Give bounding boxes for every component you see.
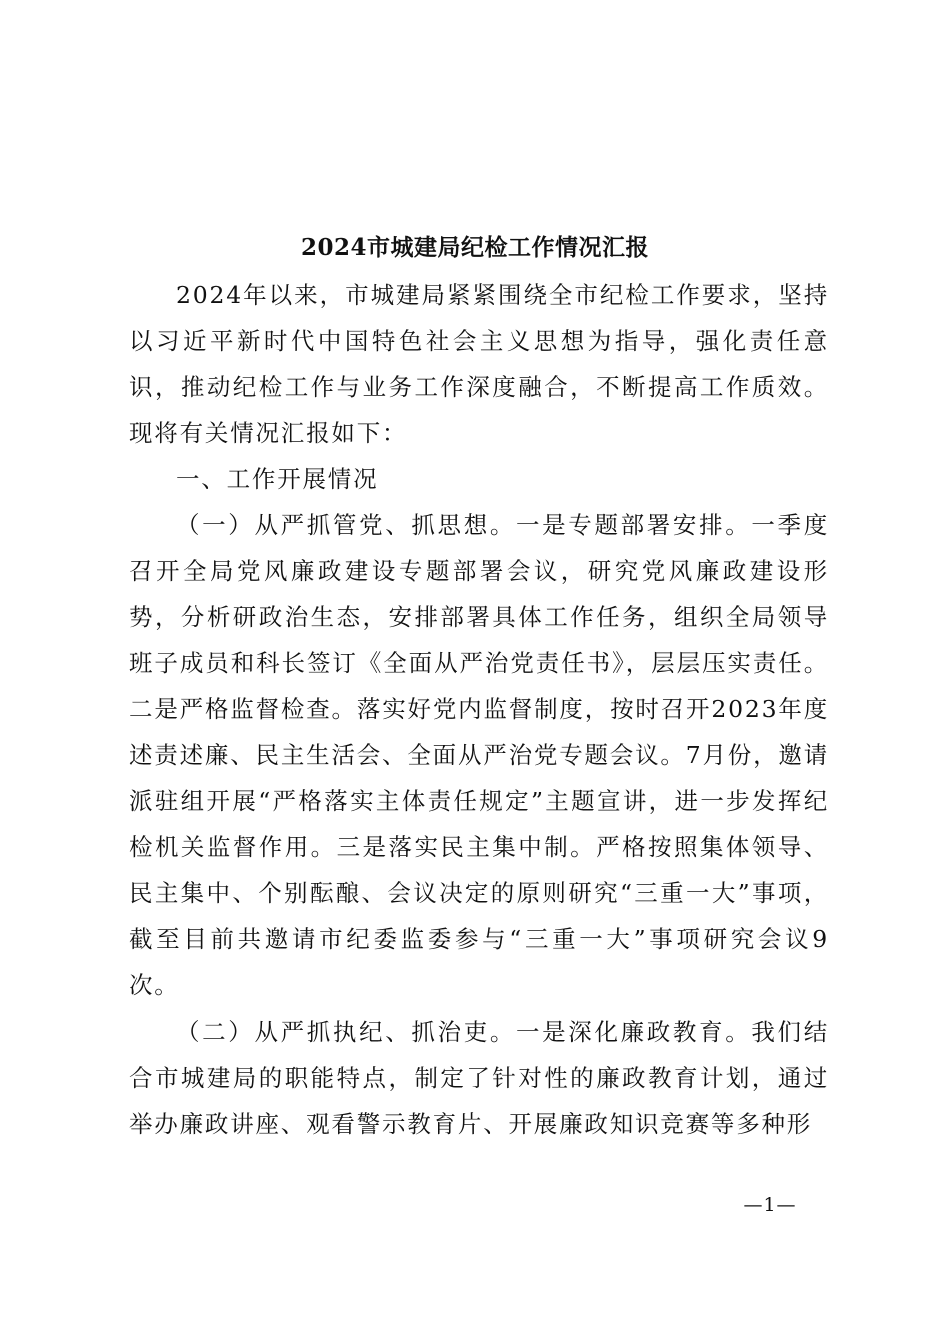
body-paragraph-1: （一）从严抓管党、抓思想。一是专题部署安排。一季度召开全局党风廉政建设专题部署会议，研究党风廉政建设形势，分析研政治生态，安排部署具体工作任务，组织全局领导班子成员和科长签订《全面从严治党责任书》，层层压实责任。二是严格监督检查。落实好党内监督制度，按时召开2023年度述责述廉、民主生活会、全面从严治党专题会议。7月份，邀请派驻组开展“严格落实主体责任规定”主题宣讲，进一步发挥纪检机关监督作用。三是落实民主集中制。严格按照集体领导、民主集中、个别酝酿、会议决定的原则研究“三重一大”事项，截至目前共邀请市纪委监委参与“三重一大”事项研究会议9次。: [129, 511, 829, 999]
section-heading: 一、工作开展情况: [176, 465, 379, 493]
page-number: —1—: [743, 1194, 797, 1216]
intro-paragraph: 2024年以来，市城建局紧紧围绕全市纪检工作要求，坚持以习近平新时代中国特色社会主义思想为指导，强化责任意识，推动纪检工作与业务工作深度融合，不断提高工作质效。现将有关情况汇报如下：: [129, 281, 829, 447]
body-paragraph-2: （二）从严抓执纪、抓治吏。一是深化廉政教育。我们结合市城建局的职能特点，制定了针对性的廉政教育计划，通过举办廉政讲座、观看警示教育片、开展廉政知识竞赛等多种形: [129, 1018, 829, 1138]
document-title: 2024市城建局纪检工作情况汇报: [300, 234, 649, 261]
